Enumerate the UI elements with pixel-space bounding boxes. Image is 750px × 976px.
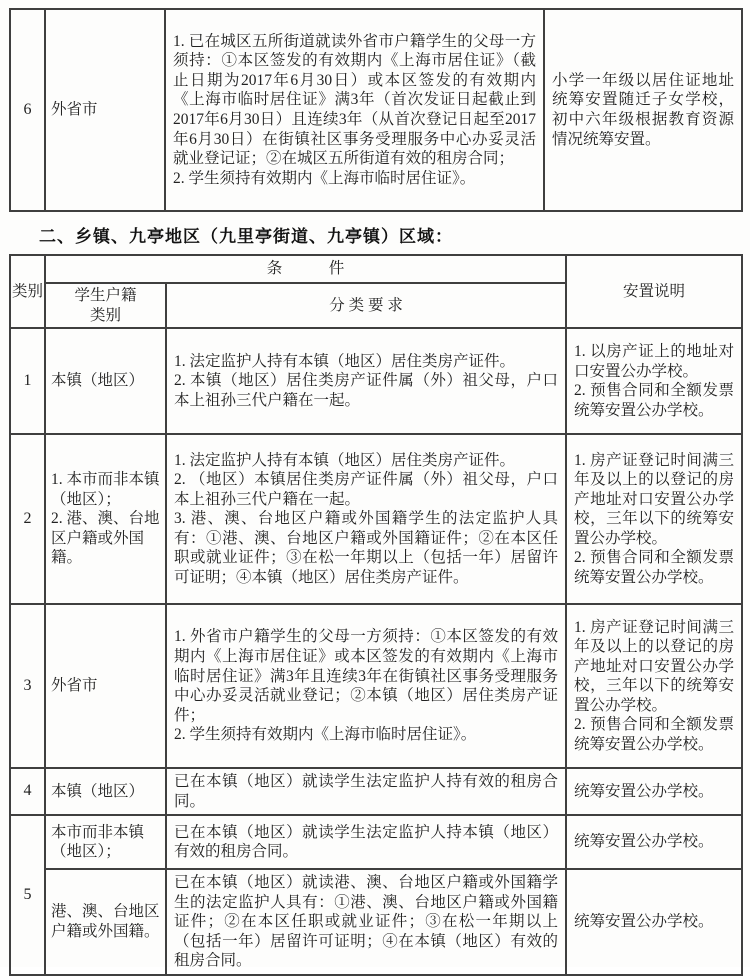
row-number-cell: 2: [10, 434, 45, 604]
table-row: [10, 434, 742, 604]
placement-paragraph: 2. 预售合同和全额发票统筹安置公办学校。: [574, 549, 735, 586]
table-row: [10, 768, 742, 815]
requirement-paragraph: 1. 已在城区五所街道就读外省市户籍学生的父母一方须持：①本区签发的有效期内《上海市居住证》（截止日期为2017年6月30日）或本区签发的有效期内《上海市临时居住证》满3年（首次发证日起截止到2017年6月30日）且连续3年（从首次登记日起至2017年6月30日）在街镇社区事务受理服务中心办妥灵活就业登记证；②在城区五所街道有效的租房合同；: [173, 32, 536, 168]
household-type-cell: 外省市: [45, 604, 166, 768]
requirement-paragraph: 已在本镇（地区）就读学生法定监护人持本镇（地区）有效的租房合同。: [174, 823, 559, 861]
district-table-jiuting: [9, 254, 743, 976]
placement-paragraph: 1. 房产证登记时间满三年及以上的以登记的房产地址对口安置公办学校，三年以下的统筹安置公办学校。: [574, 451, 735, 547]
header-classified-requirements: 分 类 要 求: [166, 283, 566, 328]
header-row: [10, 255, 742, 283]
placement-note-cell: [566, 768, 742, 815]
placement-note-cell: [566, 604, 742, 768]
requirements-cell: [166, 869, 566, 975]
placement-note-cell: [566, 434, 742, 604]
placement-paragraph: 统筹安置公办学校。: [574, 833, 714, 851]
placement-note-cell: 小学一年级以居住证地址统筹安置随迁子女学校，初中六年级根据教育资源情况统筹安置。: [544, 9, 742, 211]
requirement-paragraph: 1. 法定监护人持有本镇（地区）居住类房产证件。: [174, 451, 516, 469]
table-row: [10, 869, 742, 975]
table-row: [10, 9, 742, 211]
requirement-paragraph: 1. 法定监护人持有本镇（地区）居住类房产证件。: [174, 352, 516, 370]
row-number-cell: 4: [10, 768, 45, 815]
table-row: [10, 604, 742, 768]
requirements-cell: [166, 604, 566, 768]
placement-paragraph: 2. 预售合同和全额发票统筹安置公办学校。: [574, 716, 735, 753]
placement-note-cell: [566, 815, 742, 869]
header-household-type-line1: 学生户籍: [74, 287, 137, 304]
section-heading: 二、乡镇、九亭地区（九里亭街道、九亭镇）区域：: [39, 227, 453, 246]
requirements-cell: [166, 328, 566, 434]
household-type-cell: [45, 434, 166, 604]
requirements-cell: [166, 434, 566, 604]
requirement-paragraph: 2. （地区）本镇居住类房产证件属（外）祖父母，户口本上祖孙三代户籍在一起。: [174, 471, 559, 508]
placement-paragraph: 1. 房产证登记时间满三年及以上的以登记的房产地址对口安置公办学校，三年以下的统筹安置公办学校。: [574, 618, 735, 714]
district-table-city: [9, 8, 743, 212]
requirement-paragraph: 2. 学生须持有效期内《上海市临时居住证》。: [173, 169, 476, 187]
row-number-cell: 5: [10, 815, 45, 975]
household-type-paragraph: 2. 港、澳、台地区户籍或外国籍。: [51, 510, 160, 567]
header-placement: 安置说明: [566, 255, 742, 328]
placement-paragraph: 统筹安置公办学校。: [574, 782, 714, 800]
requirement-paragraph: 2. 学生须持有效期内《上海市临时居住证》。: [174, 726, 477, 744]
header-condition: 条 件: [45, 255, 566, 283]
requirement-paragraph: 已在本镇（地区）就读学生法定监护人持有效的租房合同。: [174, 773, 559, 810]
placement-paragraph: 统筹安置公办学校。: [574, 913, 714, 931]
requirements-cell: [165, 9, 544, 211]
requirements-cell: [166, 768, 566, 815]
household-type-cell: 本镇（地区）: [45, 768, 166, 815]
header-household-type: [45, 283, 166, 328]
row-number-cell: 1: [10, 328, 45, 434]
requirement-paragraph: 已在本镇（地区）就读港、澳、台地区户籍或外国籍学生的法定监护人具有：①港、澳、台地区户籍或外国籍证件；②在本区任职或就业证件；③在松一年期以上（包括一年）居留许可证明；④在本镇（地区）有效的租房合同。: [174, 874, 559, 970]
requirement-paragraph: 3. 港、澳、台地区户籍或外国籍学生的法定监护人具有：①港、澳、台地区户籍或外国籍证件；②在本区任职或就业证件；③在松一年期以上（包括一年）居留许可证明；④本镇（地区）居住类房产证件。: [174, 510, 559, 586]
household-type-cell: 港、澳、台地区户籍或外国籍。: [45, 869, 166, 975]
placement-paragraph: 1. 以房产证上的地址对口安置公办学校。: [574, 343, 735, 380]
row-number-cell: 6: [10, 9, 45, 211]
placement-note-cell: [566, 869, 742, 975]
row-number-cell: 3: [10, 604, 45, 768]
placement-note-cell: [566, 328, 742, 434]
requirements-cell: [166, 815, 566, 869]
table-row: [10, 815, 742, 869]
table-row: [10, 328, 742, 434]
household-type-cell: 本镇（地区）: [45, 328, 166, 434]
household-type-cell: 本市而非本镇（地区）；: [45, 815, 166, 869]
household-type-cell: 外省市: [45, 9, 165, 211]
header-category: 类别: [10, 255, 45, 328]
placement-paragraph: 2. 预售合同和全额发票统筹安置公办学校。: [574, 382, 735, 419]
requirement-paragraph: 1. 外省市户籍学生的父母一方须持：①本区签发的有效期内《上海市居住证》或本区签发的有效期内《上海市临时居住证》满3年且连续3年在街镇社区事务受理服务中心办妥灵活就业登记；②本镇（地区）居住类房产证件；: [174, 628, 559, 724]
header-household-type-line2: 类别: [89, 306, 121, 324]
requirement-paragraph: 2. 本镇（地区）居住类房产证件属（外）祖父母，户口本上祖孙三代户籍在一起。: [174, 372, 559, 409]
household-type-paragraph: 1. 本市而非本镇（地区）；: [51, 471, 160, 508]
